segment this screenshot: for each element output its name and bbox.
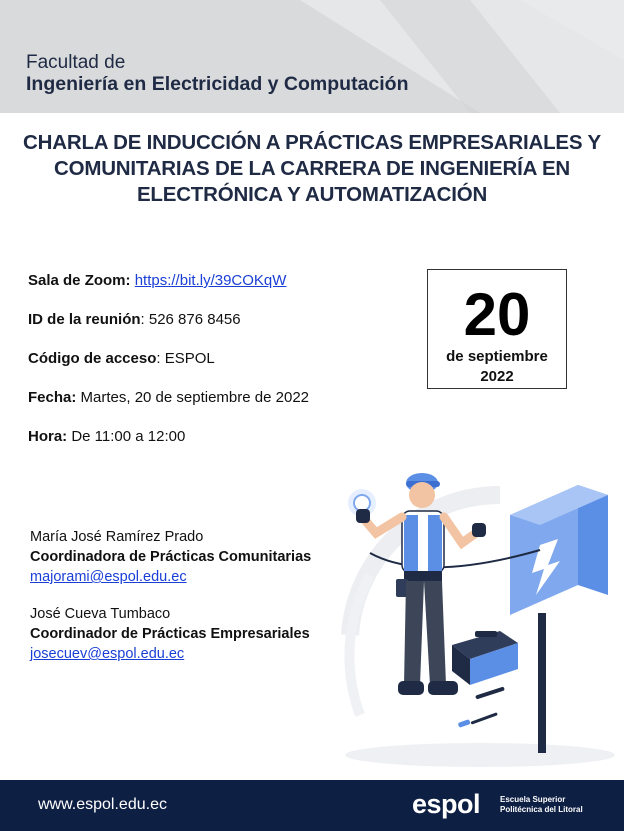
date-line — [28, 389, 309, 406]
passcode-label: Código de acceso — [28, 350, 157, 367]
electrician-illustration — [340, 455, 624, 775]
header-banner — [0, 0, 624, 113]
zoom-room-line — [28, 272, 286, 289]
meeting-id-value: : 526 876 8456 — [140, 311, 241, 328]
footer-bar — [0, 780, 624, 831]
time-line — [28, 428, 185, 445]
contact-email-link[interactable]: majorami@espol.edu.ec — [30, 569, 187, 585]
date-value: Martes, 20 de septiembre de 2022 — [76, 389, 309, 406]
date-label: Fecha: — [28, 389, 77, 406]
espol-logo: espol — [412, 789, 481, 819]
espol-logo-subtitle-line-2: Politécnica del Litoral — [500, 805, 583, 814]
faculty-line-2: Ingeniería en Electricidad y Computación — [26, 73, 409, 95]
date-day: 20 — [463, 281, 531, 348]
meeting-id-label: ID de la reunión — [28, 311, 141, 328]
espol-logo-subtitle — [500, 795, 583, 815]
time-label: Hora: — [28, 428, 68, 445]
contact-name: José Cueva Tumbaco — [30, 606, 171, 622]
contact-name: María José Ramírez Prado — [30, 529, 204, 545]
event-title — [20, 130, 604, 208]
date-month: de septiembre — [446, 348, 548, 365]
faculty-line-1: Facultad de — [26, 52, 126, 73]
time-value: De 11:00 a 12:00 — [67, 428, 186, 445]
meeting-id-line — [28, 311, 241, 328]
contact-business — [30, 604, 310, 664]
toolbox-icon — [452, 631, 518, 685]
event-title-line-1: CHARLA DE INDUCCIÓN A PRÁCTICAS EMPRESARIALES Y — [23, 131, 601, 154]
zoom-label: Sala de Zoom: — [28, 272, 131, 289]
contact-community — [30, 527, 311, 587]
contact-role: Coordinadora de Prácticas Comunitarias — [30, 549, 312, 565]
wrench-icon — [475, 686, 505, 699]
screwdriver-icon — [458, 712, 498, 728]
contact-role: Coordinador de Prácticas Empresariales — [30, 626, 310, 642]
passcode-line — [28, 350, 215, 367]
electrical-panel-icon — [510, 485, 608, 753]
event-title-line-3: ELECTRÓNICA Y AUTOMATIZACIÓN — [136, 183, 488, 206]
espol-logo-subtitle-line-1: Escuela Superior — [500, 795, 566, 804]
event-title-line-2: COMUNITARIAS DE LA CARRERA DE INGENIERÍA EN — [53, 157, 571, 180]
contact-email-link[interactable]: josecuev@espol.edu.ec — [30, 646, 185, 662]
zoom-link[interactable]: https://bit.ly/39COKqW — [134, 272, 287, 289]
footer-website-link[interactable]: www.espol.edu.ec — [38, 796, 167, 813]
date-box — [427, 269, 567, 389]
date-year: 2022 — [480, 368, 514, 385]
passcode-value: : ESPOL — [156, 350, 215, 367]
